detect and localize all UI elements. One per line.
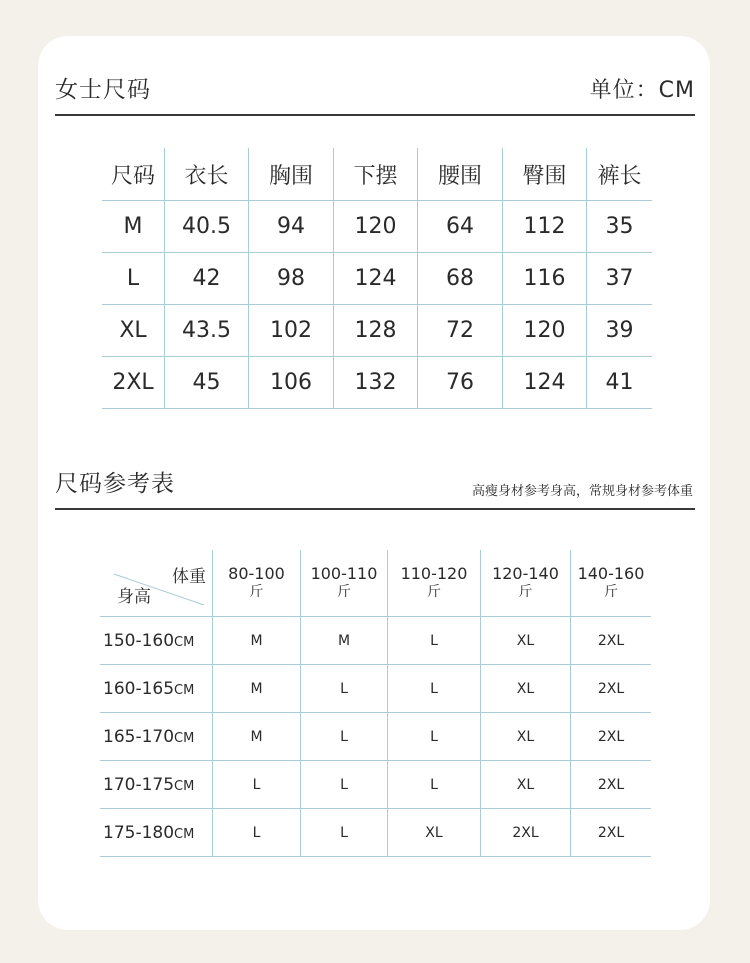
- weight-header: [388, 550, 481, 617]
- height-cell: [100, 617, 213, 665]
- height-cell: [100, 713, 213, 761]
- table-cell: 128: [334, 305, 418, 357]
- weight-unit: 斤: [249, 584, 264, 600]
- table-cell: XL: [481, 713, 571, 761]
- table-cell: 112: [503, 201, 587, 253]
- table-cell: XL: [102, 305, 165, 357]
- table-cell: 37: [587, 253, 653, 305]
- table-row: [102, 357, 652, 409]
- table-cell: 2XL: [571, 665, 652, 713]
- height-range: 170-175: [103, 774, 175, 795]
- table-cell: 124: [334, 253, 418, 305]
- table-cell: M: [301, 617, 388, 665]
- table-cell: L: [388, 617, 481, 665]
- table-cell: L: [213, 809, 301, 857]
- height-cell: [100, 665, 213, 713]
- table-cell: 94: [249, 201, 334, 253]
- table-cell: L: [301, 761, 388, 809]
- table-cell: 98: [249, 253, 334, 305]
- corner-cell: [100, 550, 213, 617]
- table-row: [102, 201, 652, 253]
- weight-unit: 斤: [518, 584, 533, 600]
- table-cell: 41: [587, 357, 653, 409]
- size-reference-header: [55, 466, 695, 510]
- height-range: 160-165: [103, 678, 175, 699]
- table-cell: 2XL: [571, 617, 652, 665]
- height-unit: CM: [174, 778, 195, 794]
- corner-weight-label: 体重: [172, 567, 206, 587]
- table-row: [102, 253, 652, 305]
- table-row: [100, 617, 651, 665]
- size-reference-table: [100, 550, 651, 857]
- height-unit: CM: [174, 634, 195, 650]
- table-cell: L: [301, 665, 388, 713]
- height-unit: CM: [174, 682, 195, 698]
- table-cell: 124: [503, 357, 587, 409]
- reference-note: 高瘦身材参考身高，常规身材参考体重: [471, 484, 693, 499]
- header-cell: 衣长: [165, 148, 249, 201]
- table-cell: XL: [388, 809, 481, 857]
- table-cell: 2XL: [571, 761, 652, 809]
- table-cell: XL: [481, 665, 571, 713]
- table-row: [100, 665, 651, 713]
- table-cell: L: [388, 665, 481, 713]
- weight-range: 120-140: [492, 564, 559, 583]
- height-range: 175-180: [103, 822, 175, 843]
- table-cell: 2XL: [481, 809, 571, 857]
- table-cell: XL: [481, 761, 571, 809]
- weight-range: 110-120: [400, 564, 468, 583]
- table-cell: 72: [418, 305, 503, 357]
- table-cell: L: [301, 809, 388, 857]
- table-cell: 42: [165, 253, 249, 305]
- header-cell: 尺码: [102, 148, 165, 201]
- reference-header-row: [100, 550, 651, 617]
- table-cell: M: [213, 713, 301, 761]
- section-title: 尺码参考表: [55, 471, 175, 497]
- table-cell: L: [388, 761, 481, 809]
- table-row: [100, 809, 651, 857]
- table-cell: L: [301, 713, 388, 761]
- corner-height-label: 身高: [117, 587, 151, 607]
- height-unit: CM: [174, 730, 195, 746]
- weight-unit: 斤: [427, 584, 441, 600]
- height-unit: CM: [174, 826, 195, 842]
- table-cell: 39: [587, 305, 653, 357]
- table-cell: 43.5: [165, 305, 249, 357]
- table-cell: M: [102, 201, 165, 253]
- table-cell: 116: [503, 253, 587, 305]
- table-cell: L: [388, 713, 481, 761]
- height-cell: [100, 809, 213, 857]
- table-cell: 106: [249, 357, 334, 409]
- table-cell: XL: [481, 617, 571, 665]
- table-row: [100, 761, 651, 809]
- weight-range: 100-110: [310, 564, 378, 583]
- table-row: [102, 305, 652, 357]
- womens-size-header: [55, 72, 695, 116]
- header-cell: 裤长: [587, 148, 653, 201]
- weight-unit: 斤: [604, 584, 618, 600]
- height-range: 150-160: [103, 630, 175, 651]
- table-cell: 64: [418, 201, 503, 253]
- weight-header: [213, 550, 301, 617]
- header-cell: 腰围: [418, 148, 503, 201]
- table-cell: 40.5: [165, 201, 249, 253]
- table-cell: 76: [418, 357, 503, 409]
- table-cell: 68: [418, 253, 503, 305]
- table-cell: 120: [334, 201, 418, 253]
- table-cell: L: [213, 761, 301, 809]
- table-cell: 120: [503, 305, 587, 357]
- weight-header: [571, 550, 652, 617]
- weight-range: 80-100: [228, 564, 285, 583]
- weight-header: [301, 550, 388, 617]
- table-row: [100, 713, 651, 761]
- table-cell: 2XL: [571, 809, 652, 857]
- height-range: 165-170: [103, 726, 175, 747]
- table-cell: 102: [249, 305, 334, 357]
- size-table-header-row: [102, 148, 652, 201]
- size-table: [102, 148, 652, 409]
- table-cell: M: [213, 665, 301, 713]
- table-cell: 45: [165, 357, 249, 409]
- weight-header: [481, 550, 571, 617]
- unit-label: 单位：CM: [589, 78, 695, 103]
- table-cell: M: [213, 617, 301, 665]
- table-cell: 35: [587, 201, 653, 253]
- table-cell: 2XL: [571, 713, 652, 761]
- table-cell: L: [102, 253, 165, 305]
- weight-range: 140-160: [577, 564, 645, 583]
- header-cell: 臀围: [503, 148, 587, 201]
- table-cell: 132: [334, 357, 418, 409]
- header-cell: 胸围: [249, 148, 334, 201]
- table-cell: 2XL: [102, 357, 165, 409]
- height-cell: [100, 761, 213, 809]
- section-title: 女士尺码: [55, 77, 151, 103]
- weight-unit: 斤: [337, 584, 351, 600]
- header-cell: 下摆: [334, 148, 418, 201]
